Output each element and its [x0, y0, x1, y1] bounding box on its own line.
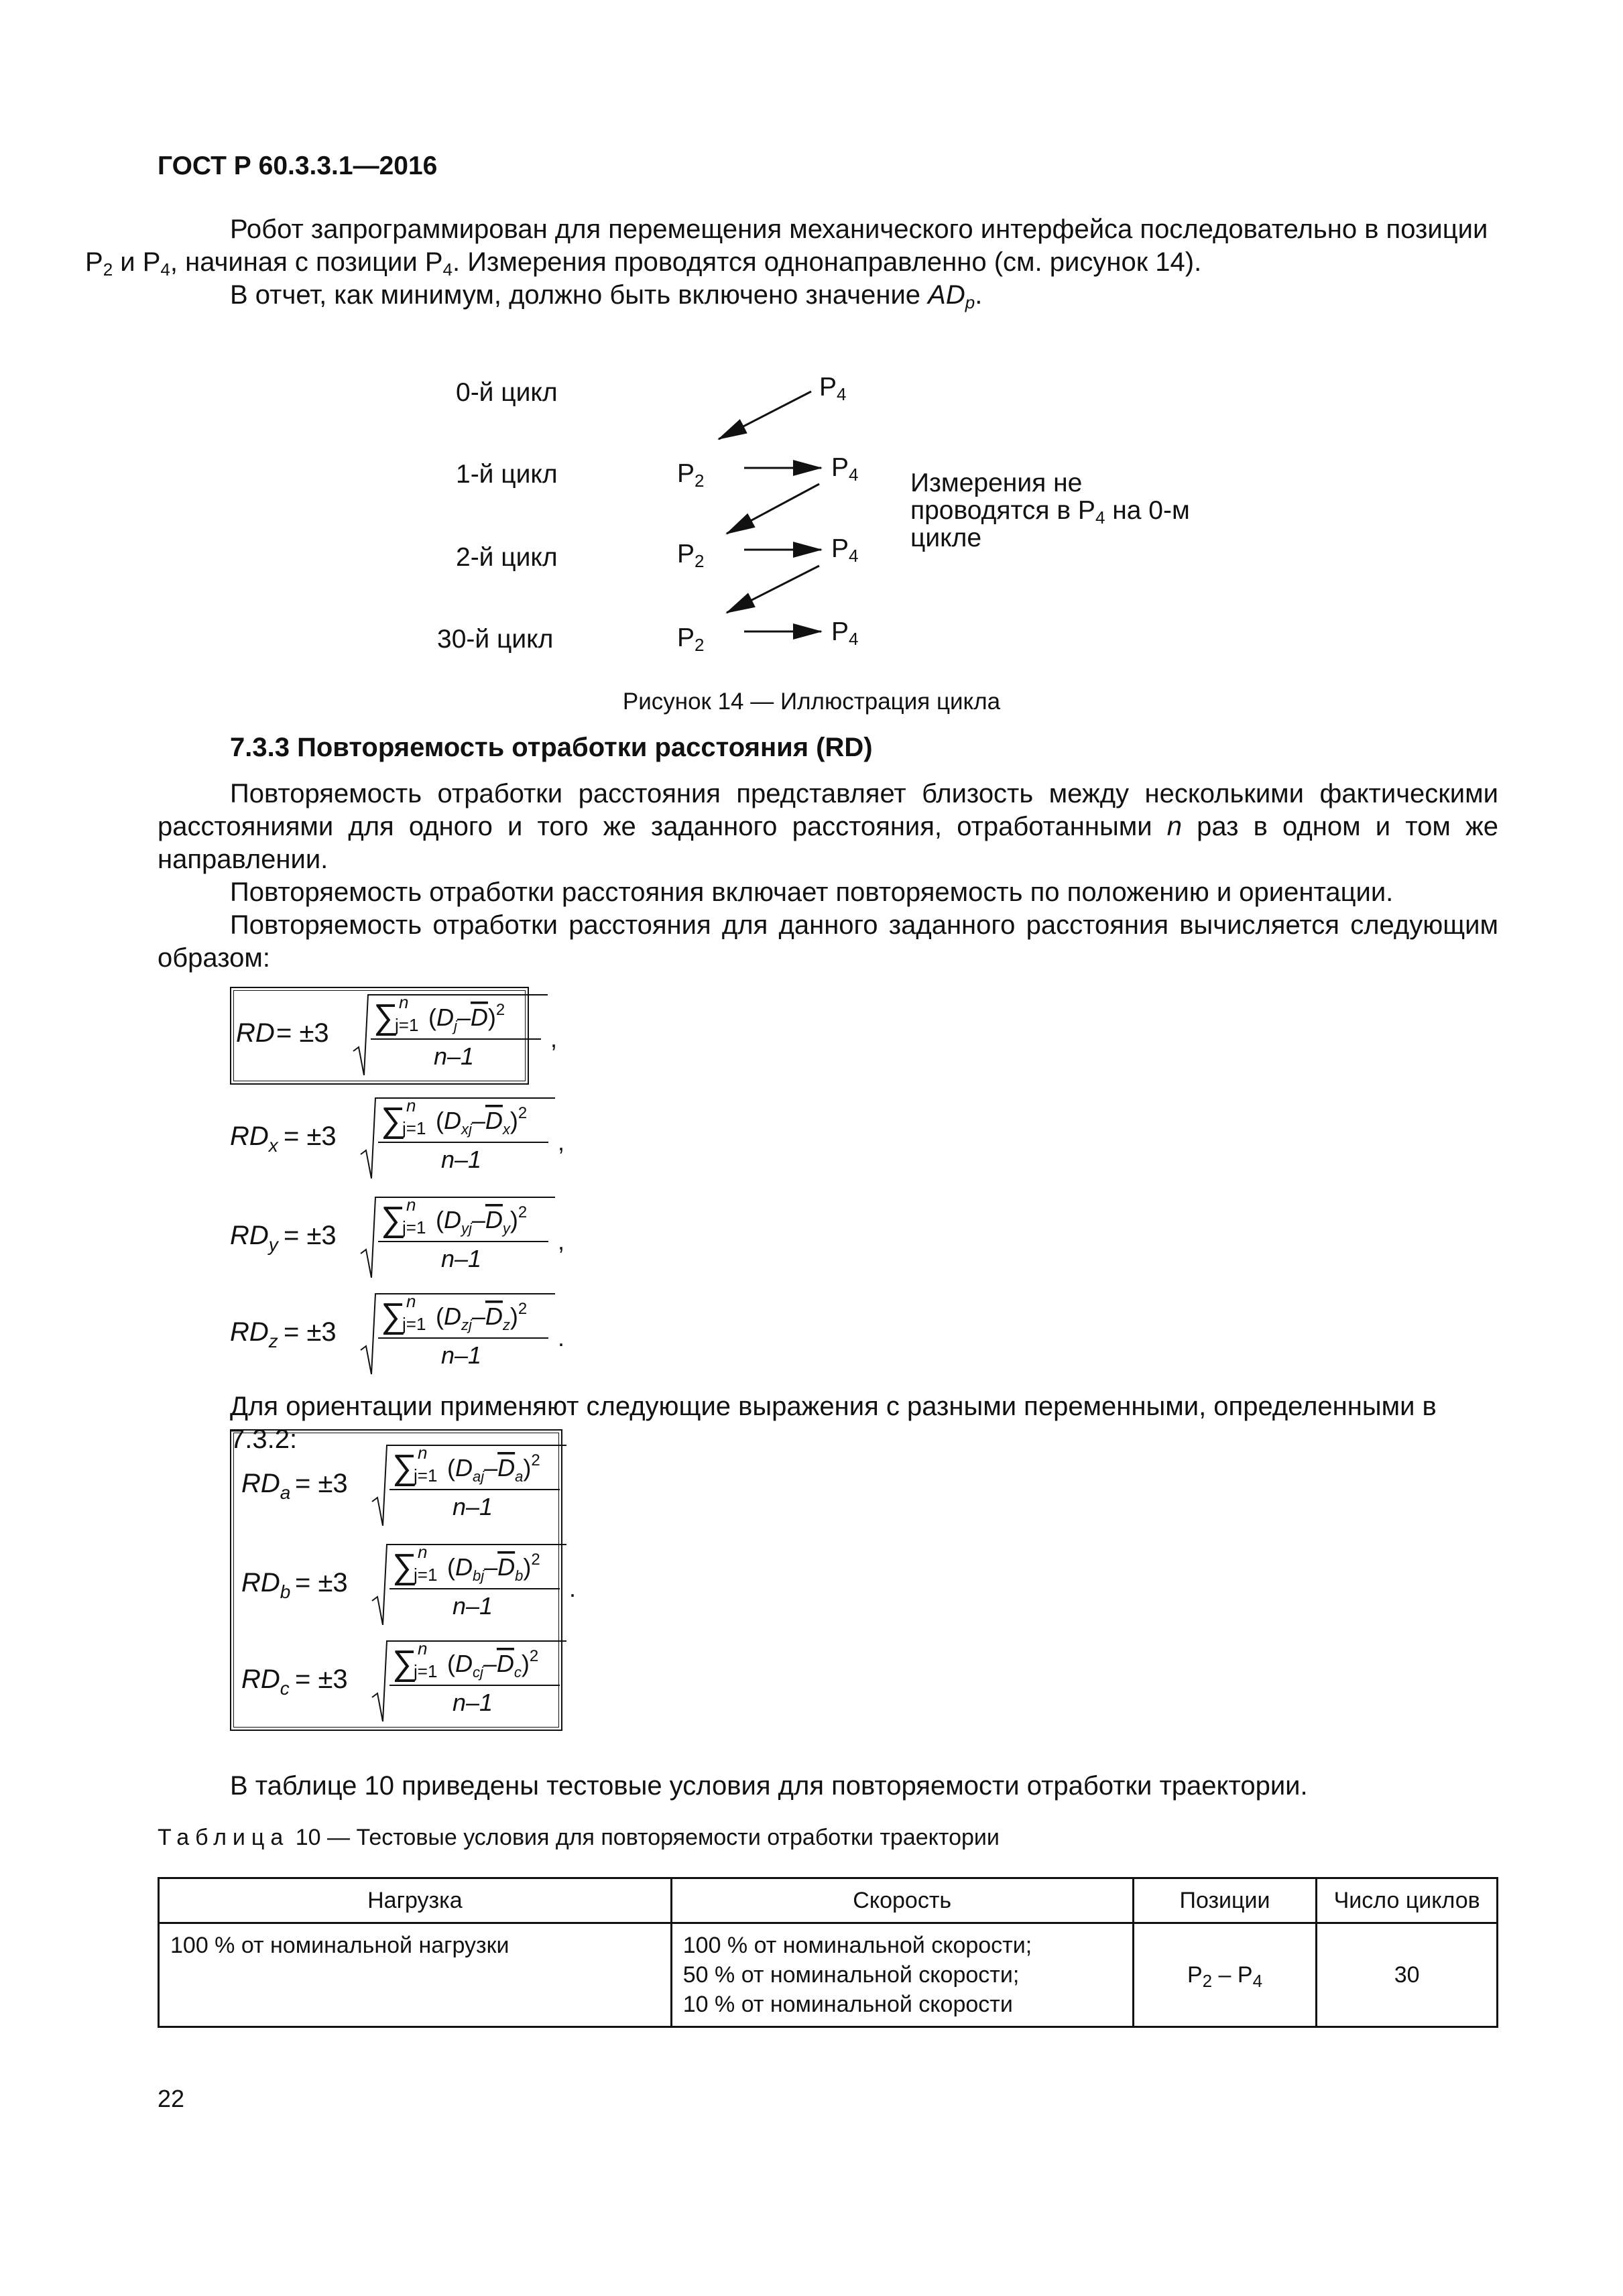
formula-equals: = ±3 — [295, 1568, 348, 1597]
denominator: n–1 — [453, 1493, 493, 1520]
formula-lhs: $RD_c$ — [241, 1665, 290, 1699]
numerator: $(D_{zj}-D_z)^2$ — [436, 1300, 528, 1333]
formula-lhs: $RD_z$ — [230, 1317, 278, 1351]
sum-upper: n — [406, 1291, 416, 1311]
formula-equals: = ±3 — [276, 1018, 329, 1048]
denominator: n–1 — [441, 1146, 482, 1173]
formula — [230, 1185, 646, 1286]
formula-lhs: $RD_b$ — [241, 1568, 291, 1602]
formula-punct: , — [558, 1227, 565, 1255]
formula-equals: = ±3 — [295, 1469, 348, 1498]
formula-lhs: $RD_a$ — [241, 1469, 291, 1503]
report-requirement: В отчет, как минимум, должно быть включено значение $AD_p$. — [230, 280, 983, 312]
point-p4: $P_4$ — [831, 534, 859, 566]
formula — [241, 1433, 657, 1534]
arrow-diagonal — [727, 484, 819, 534]
formula-equals: = ±3 — [284, 1221, 337, 1250]
formula-lhs: $RD_y$ — [230, 1221, 278, 1255]
point-p4: $P_4$ — [831, 617, 859, 649]
column-header: Позиции — [1133, 1878, 1317, 1923]
column-header: Число циклов — [1317, 1878, 1498, 1923]
section-heading: 7.3.3 Повторяемость отработки расстояния (RD) — [230, 733, 873, 762]
formula — [241, 1532, 657, 1633]
sigma-symbol: ∑ — [381, 1200, 406, 1239]
formula — [230, 1086, 646, 1187]
sum-lower: j=1 — [414, 1465, 438, 1486]
sum-upper: n — [418, 1638, 428, 1658]
table-title: Таблица 10 — Тестовые условия для повторяемости отработки траектории — [158, 1825, 1000, 1850]
formula-punct: . — [569, 1575, 577, 1602]
sum-upper: n — [418, 1443, 428, 1463]
page-number: 22 — [158, 2085, 185, 2112]
column-header: Нагрузка — [159, 1878, 672, 1923]
numerator: $(D_j-D)^2$ — [428, 1001, 505, 1034]
sum-upper: n — [406, 1095, 416, 1115]
formula — [236, 983, 652, 1083]
cycle-label: 30-й цикл — [437, 625, 554, 654]
formula-punct: , — [558, 1128, 565, 1156]
formula — [230, 1282, 646, 1382]
speed-line: 100 % от номинальной скорости; — [682, 1933, 1032, 1958]
sigma-symbol: ∑ — [381, 1296, 406, 1335]
speed-cell — [671, 1923, 1133, 2027]
intro-paragraph: Робот запрограммирован для перемещения механического интерфейса последовательно в позиции $P_2$ и $P_4$, начиная с позиции $P_4$. Измерения проводятся однонаправленно (см. рисунок 14). — [85, 215, 1488, 280]
numerator: $(D_{cj}-D_c)^2$ — [447, 1647, 539, 1681]
figure-caption: Рисунок 14 — Иллюстрация цикла — [622, 688, 1001, 715]
sum-lower: j=1 — [402, 1118, 426, 1138]
definition-paragraph: Повторяемость отработки расстояния представляет близость между несколькими фактическими расстояниями для одного и того же заданного расстояния, отработанными n раз в одном и том же направлении. — [158, 779, 1498, 874]
inclusion-paragraph: Повторяемость отработки расстояния включает повторяемость по положению и ориентации. — [230, 878, 1394, 907]
sigma-symbol: ∑ — [392, 1644, 418, 1683]
formula — [241, 1629, 657, 1730]
sigma-symbol: ∑ — [381, 1101, 406, 1140]
sigma-symbol: ∑ — [392, 1448, 418, 1487]
formula-equals: = ±3 — [284, 1317, 337, 1347]
sum-lower: j=1 — [414, 1661, 438, 1681]
numerator: $(D_{aj}-D_a)^2$ — [447, 1451, 540, 1485]
sum-lower: j=1 — [402, 1217, 426, 1237]
figure-note: Измерения не проводятся в $P_4$ на 0-м цикле — [910, 469, 1190, 552]
cycle-arrows — [0, 0, 1623, 737]
sum-lower: j=1 — [402, 1314, 426, 1334]
formula-lhs: $RD_x$ — [230, 1122, 278, 1156]
point-p2: $P_2$ — [677, 459, 705, 491]
test-conditions-table — [158, 1877, 1498, 2028]
numerator: $(D_{xj}-D_x)^2$ — [436, 1104, 528, 1138]
denominator: n–1 — [453, 1689, 493, 1716]
point-p4: $P_4$ — [819, 373, 847, 404]
document-code: ГОСТ Р 60.3.3.1—2016 — [158, 152, 438, 180]
cycle-label: 1-й цикл — [456, 460, 558, 489]
arrow-diagonal — [727, 566, 819, 613]
sum-upper: n — [418, 1542, 428, 1562]
table-row — [159, 1923, 1498, 2027]
speed-line: 50 % от номинальной скорости; — [682, 1962, 1020, 1988]
arrow-diagonal — [719, 391, 811, 439]
cycle-label: 0-й цикл — [456, 378, 558, 407]
formula-equals: = ±3 — [295, 1665, 348, 1694]
numerator: $(D_{yj}-D_y)^2$ — [436, 1203, 528, 1237]
cycle-label: 2-й цикл — [456, 543, 558, 572]
speed-line: 10 % от номинальной скорости — [682, 1992, 1013, 2017]
denominator: n–1 — [441, 1245, 482, 1272]
sigma-symbol: ∑ — [392, 1547, 418, 1586]
sum-lower: j=1 — [414, 1565, 438, 1585]
column-header: Скорость — [671, 1878, 1133, 1923]
formula-equals: = ±3 — [284, 1122, 337, 1151]
table-header-row — [159, 1878, 1498, 1923]
denominator: n–1 — [441, 1341, 482, 1369]
sum-lower: j=1 — [395, 1015, 419, 1035]
load-cell: 100 % от номинальной нагрузки — [159, 1923, 672, 2027]
point-p2: $P_2$ — [677, 540, 705, 571]
cycles-cell: 30 — [1317, 1923, 1498, 2027]
denominator: n–1 — [434, 1042, 475, 1070]
sigma-symbol: ∑ — [373, 998, 399, 1036]
table-intro-paragraph: В таблице 10 приведены тестовые условия для повторяемости отработки траектории. — [230, 1771, 1308, 1801]
formula-punct: , — [550, 1025, 558, 1052]
orientation-paragraph: Для ориентации применяют следующие выражения с разными переменными, определенными в 7.3.2: — [230, 1392, 1437, 1454]
formula-lhs: RD — [236, 1018, 275, 1048]
sum-upper: n — [399, 992, 409, 1012]
point-p2: $P_2$ — [677, 623, 705, 655]
positions-cell: $P_2 - P_4$ — [1133, 1923, 1317, 2027]
point-p4: $P_4$ — [831, 453, 859, 485]
calculation-paragraph: Повторяемость отработки расстояния для данного заданного расстояния вычисляется следующим образом: — [158, 910, 1498, 973]
sum-upper: n — [406, 1195, 416, 1215]
formula-punct: . — [558, 1324, 565, 1351]
numerator: $(D_{bj}-D_b)^2$ — [447, 1551, 540, 1584]
denominator: n–1 — [453, 1592, 493, 1620]
